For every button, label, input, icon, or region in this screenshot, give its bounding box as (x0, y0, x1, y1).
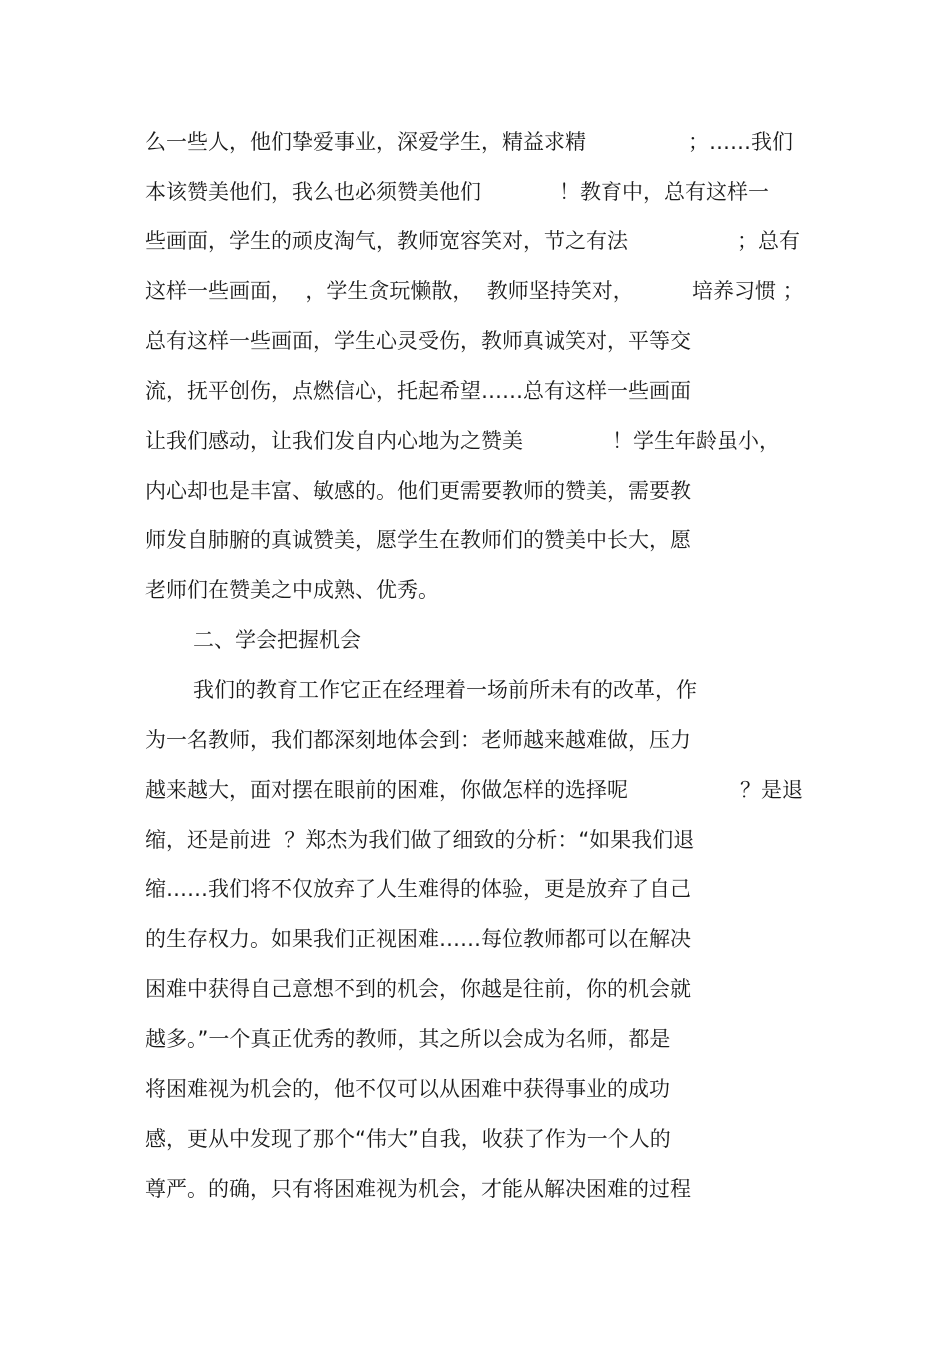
text-line-tail: ？是退 (740, 778, 803, 802)
text-line: 越来越大，面对摆在眼前的困难，你做怎样的选择呢 (145, 778, 628, 802)
text-line: 师发自肺腑的真诚赞美，愿学生在教师们的赞美中长大，愿 (145, 528, 691, 552)
text-line: 尊严。的确，只有将困难视为机会，才能从解决困难的过程 (145, 1177, 691, 1201)
text-line: 缩，还是前进 ？郑杰为我们做了细致的分析：“如果我们退 (145, 828, 695, 852)
text-line: 困难中获得自己意想不到的机会，你越是往前，你的机会就 (145, 977, 691, 1001)
text-line: 本该赞美他们，我么也必须赞美他们 (145, 180, 481, 204)
text-line-tail: ；……我们 (688, 130, 793, 154)
text-line: 感，更从中发现了那个“伟大”自我，收获了作为一个人的 (145, 1127, 671, 1151)
text-line-tail: ！学生年龄虽小， (612, 429, 780, 453)
text-line-tail: 培养习惯 ； (692, 279, 804, 303)
text-line: 老师们在赞美之中成熟、优秀。 (145, 578, 439, 602)
text-line: 为一名教师，我们都深刻地体会到：老师越来越难做，压力 (145, 728, 691, 752)
text-line: 总有这样一些画面，学生心灵受伤，教师真诚笑对，平等交 (145, 329, 691, 353)
text-line: 让我们感动，让我们发自内心地为之赞美 (145, 429, 523, 453)
text-line: 些画面，学生的顽皮淘气，教师宽容笑对，节之有法 (145, 229, 628, 253)
text-line: 内心却也是丰富、敏感的。他们更需要教师的赞美，需要教 (145, 479, 691, 503)
text-line-tail: ；总有 (737, 229, 800, 253)
text-line: 的生存权力。如果我们正视困难……每位教师都可以在解决 (145, 927, 691, 951)
text-line: 将困难视为机会的，他不仅可以从困难中获得事业的成功 (145, 1077, 670, 1101)
text-line: 流，抚平创伤，点燃信心，托起希望……总有这样一些画面 (145, 379, 691, 403)
text-line: 越多。”一个真正优秀的教师，其之所以会成为名师，都是 (145, 1027, 671, 1051)
text-line: 么一些人，他们挚爱事业，深爱学生，精益求精 (145, 130, 586, 154)
text-line: 这样一些画面， ，学生贪玩懒散， 教师坚持笑对， (145, 279, 634, 303)
text-line: 缩……我们将不仅放弃了人生难得的体验，更是放弃了自己 (145, 877, 691, 901)
section-heading: 二、学会把握机会 (193, 628, 361, 652)
text-line: 我们的教育工作它正在经理着一场前所未有的改革，作 (193, 678, 697, 702)
text-line-tail: ！教育中，总有这样一 (559, 180, 769, 204)
